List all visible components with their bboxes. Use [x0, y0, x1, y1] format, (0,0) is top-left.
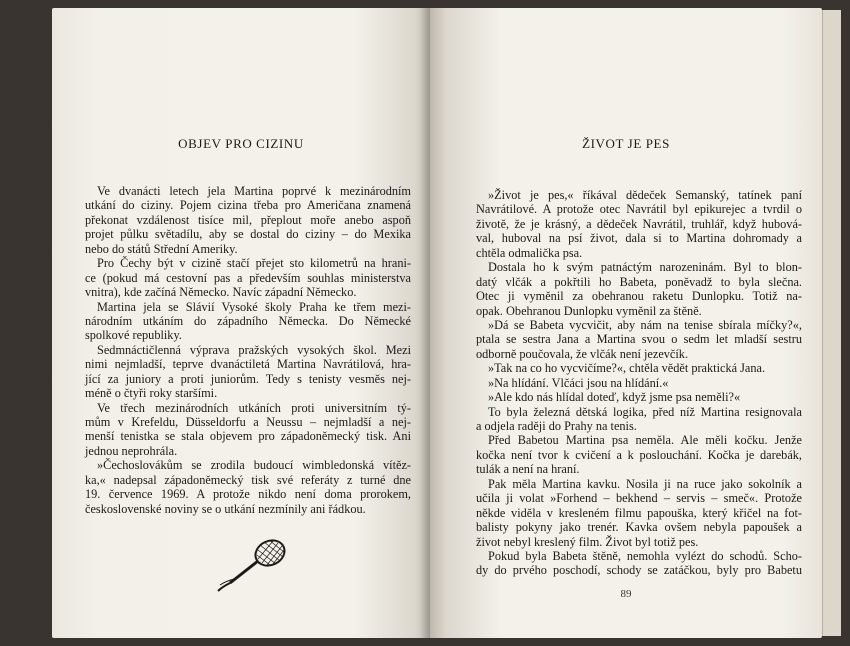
text-line: dy do prvého poschodí, schody se zatáčkou, byly pro Babetu [476, 563, 802, 578]
text-line: val, huboval na psí život, dala si to Martina dohromady a [476, 231, 802, 246]
left-page [52, 8, 430, 638]
text-line: »Dá se Babeta vycvičit, aby nám na tenise sbírala míčky?«, [488, 317, 802, 332]
text-line: »Na hlídání. Vlčáci jsou na hlídání.« [488, 375, 669, 390]
text-line: Navrátilové. A protože otec Navrátil byl epikurejec a tvrdil o [476, 202, 802, 217]
text-line: ka,« nadepsal západoněmecký tisk své referáty z turné dne [85, 472, 411, 487]
text-line: tulák a není na hraní. [476, 462, 580, 477]
text-line: život nebyl kreslený film. Život byl totiž pes. [476, 534, 699, 549]
right-page [430, 8, 822, 638]
text-line: ce (pokud má cestovní pas a především souhlas ministerstva [85, 270, 411, 285]
text-line: Otec ji vyměnil za obehranou raketu Dunlopku. Totiž na- [476, 289, 802, 304]
text-line: Ve dvanácti letech jela Martina poprvé k mezinárodním [97, 184, 411, 198]
text-line: »Život je pes,« říkával dědeček Semanský, tatínek paní [488, 188, 802, 202]
chapter-title: ŽIVOT JE PES [582, 136, 670, 151]
text-line: nimi nejmladší, teprve dvanáctiletá Martina Navrátilová, hra- [85, 357, 411, 372]
text-line: »Tak na co ho vycvičíme?«, chtěla vědět praktická Jana. [488, 361, 766, 376]
text-line: Pak měla Martina kavku. Nosila ji na ruce jako sokolník a [488, 476, 802, 491]
text-line: projet půlku světadílu, aby se dostal do ciziny – do Mexika [85, 227, 411, 242]
text-line: nebo do států Střední Ameriky. [85, 241, 238, 256]
text-line: utkání do ciziny. Pojem cizina třeba pro Američana znamená [85, 198, 411, 213]
text-line: menší tenistka se stala objevem pro západoněmecký tisk. Ani [85, 429, 411, 444]
chapter-text [85, 184, 411, 516]
text-line: překonat vzdálenost tisíce mil, přeplout moře anebo aspoň [85, 212, 411, 227]
text-line: Martina jela se Slávií Vysoké školy Praha ke třem mezi- [97, 299, 411, 314]
text-line: odborně poučovala, že vlčák není jezevčík. [476, 346, 689, 361]
text-line: méně o čtyři roky staršími. [85, 386, 218, 401]
text-line: učila ji volat »Forhend – bekhend – servis – smeč«. Protože [476, 491, 802, 506]
text-line: ptala se sestra Jana a Martina svou o sedm let mladší sestru [476, 332, 802, 347]
text-line: jednou neprohrála. [85, 443, 178, 458]
text-line: Pro Čechy být v cizině stačí přejet sto kilometrů na hrani- [97, 256, 411, 271]
text-line: To byla železná dětská logika, před níž Martina resignovala [488, 404, 802, 419]
chapter-title: OBJEV PRO CIZINU [178, 136, 304, 151]
text-line: »Čechoslovákům se zrodila budoucí wimbledonská vítěz- [97, 458, 411, 473]
text-line: chtěla odmalička psa. [476, 245, 583, 260]
text-line: 19. července 1969. A protože nikdo není doma prorokem, [85, 487, 411, 502]
text-line: Dostala ho k svým patnáctým narozeninám. Byl to blon- [488, 260, 802, 275]
text-line: spolkové republiky. [85, 328, 182, 343]
text-line: vnitra), kde začíná Německo. Navíc západní Německo. [85, 285, 357, 300]
text-line: a odjela raději do Prahy na tenis. [476, 419, 637, 433]
text-line: Sedmnáctičlenná výprava pražských vysokých škol. Mezi [97, 342, 411, 357]
text-line: datý vlčák a pokřtili ho Babeta, poněvadž to byla slečna. [476, 274, 802, 289]
text-line: kočka není tvor k cvičení a k poslouchání. Kočka je darebák, [476, 447, 802, 462]
text-line: národním utkáním do západního Německa. Do Německé [85, 313, 411, 328]
text-line: opak. Obehranou Dunlopku vyměnil za štěně. [476, 303, 702, 318]
text-line: mům v Krefeldu, Düsseldorfu a Neussu – nejmladší a nej- [85, 415, 411, 429]
text-line: balisty pokyny jako trenér. Kavka ovšem nebyla papoušek a [476, 520, 802, 535]
text-line: československé noviny se o utkání nezmínily ani řádkou. [85, 501, 366, 516]
tennis-racket-icon [212, 535, 292, 593]
text-line: někde viděla v kresleném filmu papouška, který křičel na fot- [476, 505, 802, 520]
text-line: jící za juniory a proti juniorům. Tedy s tenisty vesměs nej- [85, 371, 411, 386]
chapter-text [476, 188, 802, 578]
page-number: 89 [620, 588, 632, 600]
text-line: Před Babetou Martina psa neměla. Ale měli kočku. Jenže [488, 433, 802, 448]
text-line: Ve třech mezinárodních utkáních proti universitním tý- [97, 400, 411, 415]
page-edges [822, 10, 841, 636]
text-line: Pokud byla Babeta štěně, nemohla vylézt do schodů. Scho- [488, 548, 802, 563]
text-line: životě, že je krásný, a dědeček Navrátil, truhlář, když hubová- [476, 216, 802, 231]
text-line: »Ale kdo nás hlídal doteď, když jsme psa neměli?« [488, 390, 741, 405]
